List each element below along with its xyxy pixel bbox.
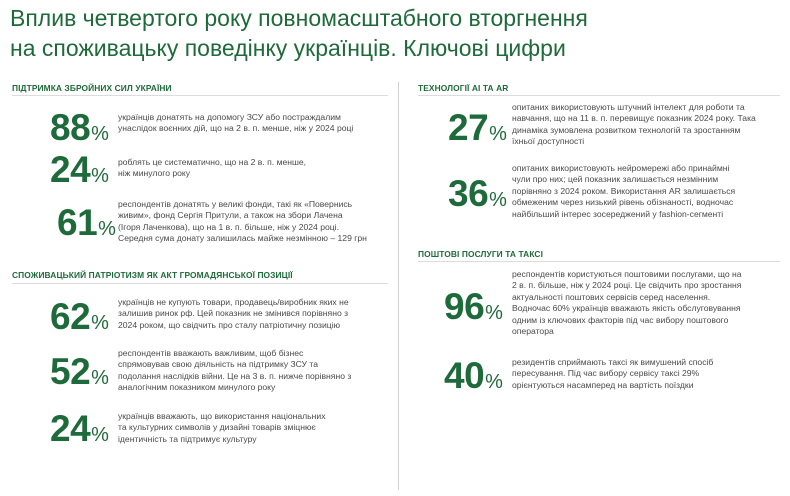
stat-value: 62%: [50, 296, 109, 337]
section-heading-postal-taxi: ПОШТОВІ ПОСЛУГИ ТА ТАКСІ: [418, 249, 543, 259]
section-rule: [12, 95, 388, 96]
stat-value: 27%: [448, 107, 507, 148]
section-heading-armed-forces-support: ПІДТРИМКА ЗБРОЙНИХ СИЛ УКРАЇНИ: [12, 83, 172, 93]
stat-description: резидентів сприймають таксі як вимушений спосіб пересування. Під час вибору сервісу таксі 29% орієнтуються насамперед на вартість поїздки: [512, 357, 714, 390]
stat-description: респондентів донатять у великі фонди, такі як «Повернись живим», фонд Сергія Притули, а також на збори Лачена (Ігоря Лаченкова), що на 1 в. п. більше, ніж у 2024 році. Середня сума донату залишилась майже незмінною – 129 грн: [118, 199, 367, 244]
stat-value: 52%: [50, 351, 109, 392]
page-title-line-1: Вплив четвертого року повномасштабного вторгнення: [10, 5, 588, 31]
section-rule: [418, 261, 780, 262]
stat-value: 36%: [448, 173, 507, 214]
stat-value: 96%: [444, 286, 503, 327]
stat-description: респондентів користуються поштовими послугами, що на 2 в. п. більше, ніж у 2024 році. Це свідчить про зростання актуальності поштових сервісів серед населення. Водночас 60% українців вважають якість обслуговування одним із ключових факторів під час вибору поштового оператора: [512, 269, 742, 337]
section-rule: [418, 95, 780, 96]
stat-value: 24%: [50, 408, 109, 449]
page-title: [10, 3, 780, 63]
stat-value: 88%: [50, 107, 109, 148]
column-divider: [398, 82, 399, 490]
stat-description: українців донатять на допомогу ЗСУ або постраждалим унаслідок воєнних дій, що на 2 в. п. менше, ніж у 2024 році: [118, 112, 354, 134]
stat-description: опитаних використовують нейромережі або принаймні чули про них; цей показник залишається незмінним порівняно з 2024 роком. Використання AR залишається обмеженим через низький рівень обізнаності, водночас найбільший інтерес зосереджений у fashion-сегменті: [512, 163, 736, 219]
section-heading-consumer-patriotism: СПОЖИВАЦЬКИЙ ПАТРІОТИЗМ ЯК АКТ ГРОМАДЯНСЬКОЇ ПОЗИЦІЇ: [12, 270, 293, 280]
page-title-line-2: на споживацьку поведінку українців. Ключові цифри: [10, 35, 566, 61]
stat-description: роблять це систематично, що на 2 в. п. менше, ніж минулого року: [118, 157, 307, 179]
section-rule: [12, 283, 388, 284]
stat-value: 24%: [50, 149, 109, 190]
stat-description: українців вважають, що використання національних та культурних символів у дизайні товарів зміцнює ідентичність та підтримує культуру: [118, 411, 326, 444]
section-heading-ai-ar: ТЕХНОЛОГІЇ AI ТА AR: [418, 83, 509, 93]
stat-description: респондентів вважають важливим, щоб бізнес спрямовував свою діяльність на підтримку ЗСУ та подолання наслідків війни. Це на 3 в. п. нижче порівняно з аналогічним показником минулого року: [118, 348, 352, 393]
stat-value: 61%: [57, 202, 116, 243]
stat-value: 40%: [444, 355, 503, 396]
stat-description: опитаних використовують штучний інтелект для роботи та навчання, що на 11 в. п. перевищує показник 2024 року. Така динаміка зумовлена розвитком технологій та зростанням їхньої доступності: [512, 102, 756, 147]
stat-description: українців не купують товари, продавець/виробник яких не залишив ринок рф. Цей показник не змінився порівняно з 2024 роком, що свідчить про сталу патріотичну позицію: [118, 297, 349, 330]
